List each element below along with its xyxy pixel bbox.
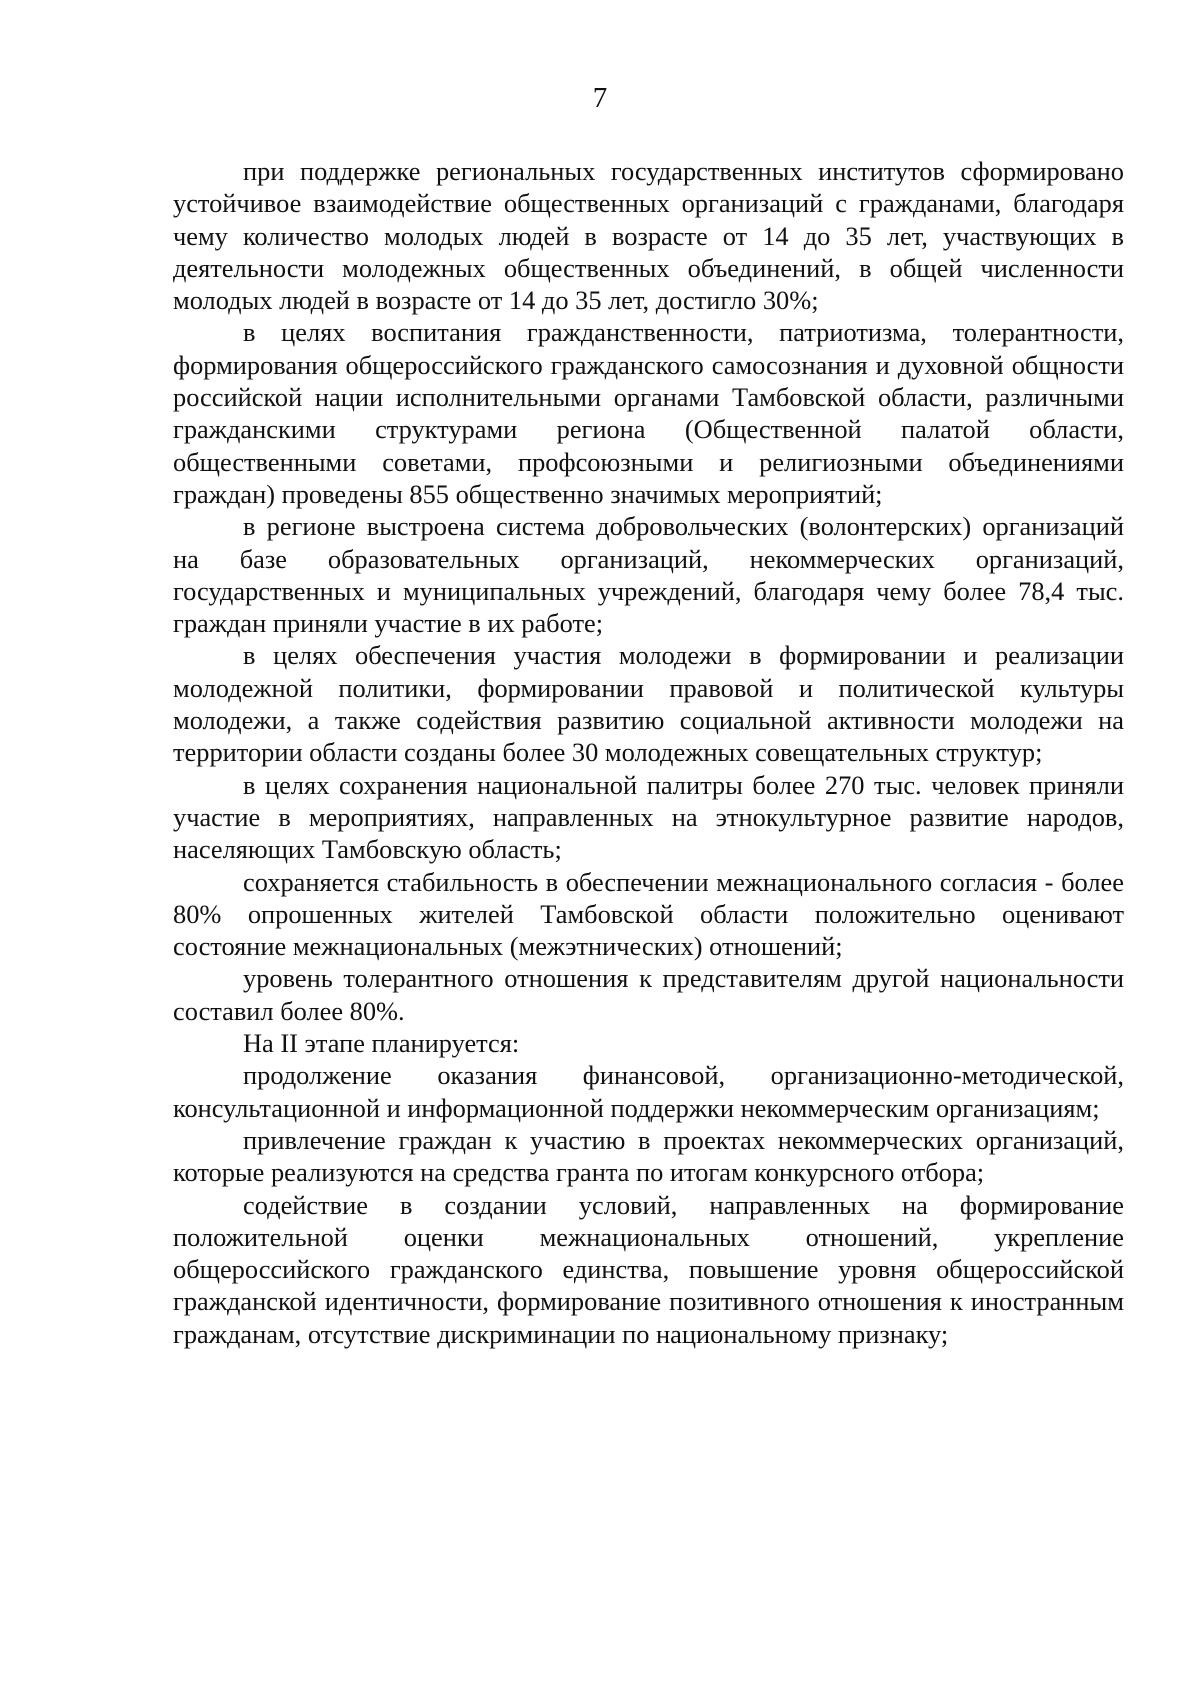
paragraph-tolerance-level: уровень толерантного отношения к представителям другой национальности составил более 80%. xyxy=(173,963,1124,1026)
document-body xyxy=(173,155,1124,1350)
paragraph-volunteer-system: в регионе выстроена система добровольческих (волонтерских) организаций на базе образовательных организаций, некоммерческих организаций, государственных и муниципальных учреждений, благодаря чему более 78,4 тыс. граждан приняли участие в их работе; xyxy=(173,511,1124,639)
paragraph-interethnic-stability: сохраняется стабильность в обеспечении межнационального согласия - более 80% опрошенных жителей Тамбовской области положительно оценивают состояние межнациональных (межэтнических) отношений; xyxy=(173,866,1124,962)
paragraph-civic-unity: содействие в создании условий, направленных на формирование положительной оценки межнациональных отношений, укрепление общероссийского гражданского единства, повышение уровня общероссийской гражданской идентичности, формирование позитивного отношения к иностранным гражданам, отсутствие дискриминации по национальному признаку; xyxy=(173,1189,1124,1349)
paragraph-stage-two-heading: На II этапе планируется: xyxy=(243,1028,520,1059)
paragraph-youth-councils: в целях обеспечения участия молодежи в формировании и реализации молодежной политики, формировании правовой и политической культуры молодежи, а также содействия развитию социальной активности молодежи на территории области созданы более 30 молодежных совещательных структур; xyxy=(173,640,1124,768)
paragraph-patriotism-events: в целях воспитания гражданственности, патриотизма, толерантности, формирования общероссийского гражданского самосознания и духовной общности российской нации исполнительными органами Тамбовской области, различными гражданскими структурами региона (Общественной палатой области, общественными советами, профсоюзными и религиозными объединениями граждан) проведены 855 общественно значимых мероприятий; xyxy=(173,317,1124,509)
paragraph-youth-associations: при поддержке региональных государственных институтов сформировано устойчивое взаимодействие общественных организаций с гражданами, благодаря чему количество молодых людей в возрасте от 14 до 35 лет, участвующих в деятельности молодежных общественных объединений, в общей численности молодых людей в возрасте от 14 до 35 лет, достигло 30%; xyxy=(173,156,1124,316)
paragraph-nko-support: продолжение оказания финансовой, организационно-методической, консультационной и информационной поддержки некоммерческим организациям; xyxy=(173,1060,1124,1123)
page-number: 7 xyxy=(592,82,608,114)
paragraph-ethnocultural-events: в целях сохранения национальной палитры более 270 тыс. человек приняли участие в мероприятиях, направленных на этнокультурное развитие народов, населяющих Тамбовскую область; xyxy=(173,769,1124,865)
paragraph-citizen-involvement: привлечение граждан к участию в проектах некоммерческих организаций, которые реализуются на средства гранта по итогам конкурсного отбора; xyxy=(173,1124,1124,1188)
